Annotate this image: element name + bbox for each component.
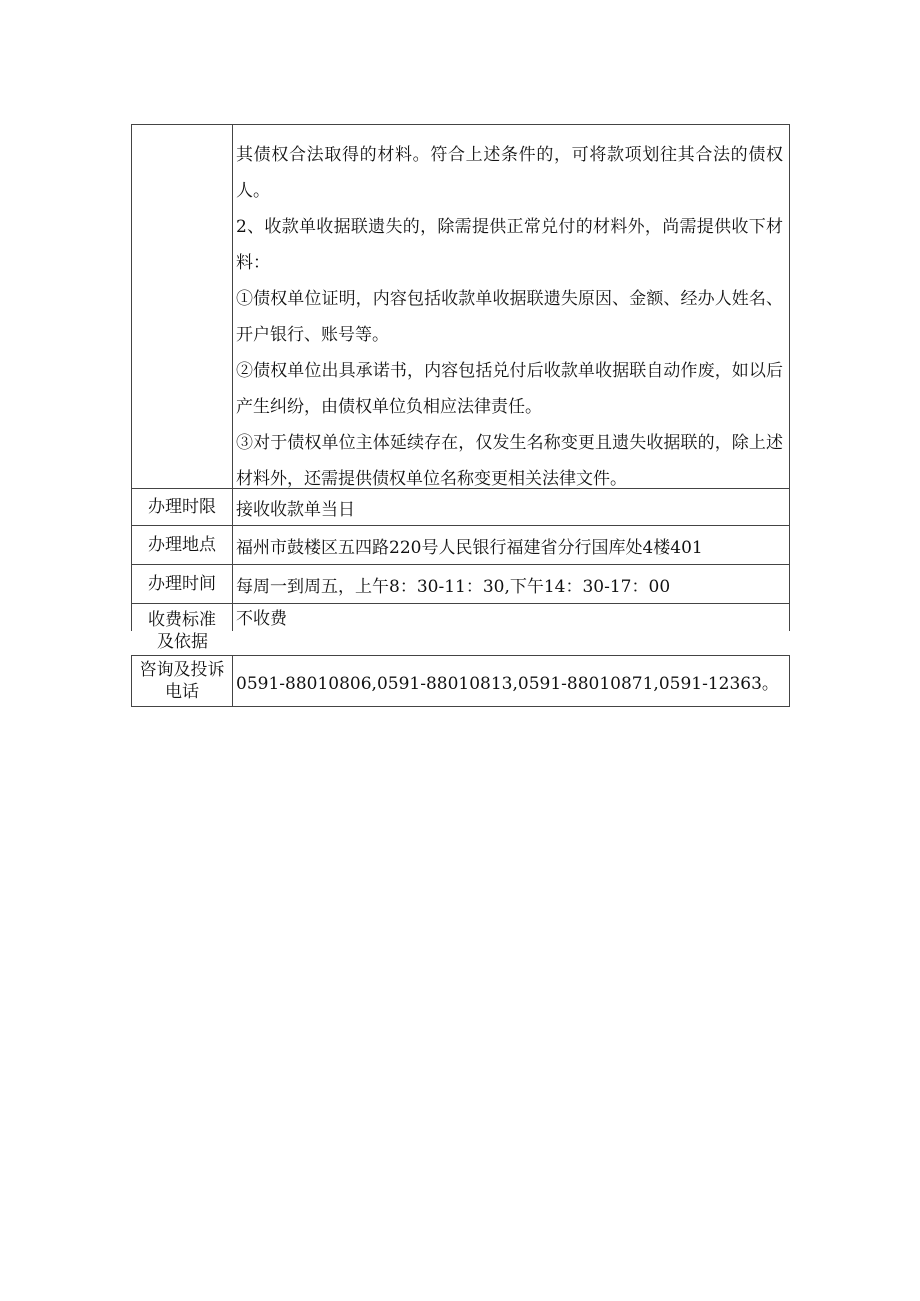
hours-label: 办理时间 <box>132 565 233 603</box>
fee-label-line-1: 收费标准 <box>148 610 216 630</box>
table-row-requirements <box>131 124 790 489</box>
contact-label-cell <box>132 656 233 706</box>
requirements-paragraph-2: 2、收款单收据联遗失的，除需提供正常兑付的材料外，尚需提供收下材料： <box>236 217 783 273</box>
table-row-time-limit <box>131 489 790 526</box>
location-value: 福州市鼓楼区五四路220号人民银行福建省分行国库处4楼401 <box>236 537 703 558</box>
time-limit-label: 办理时限 <box>132 489 233 525</box>
requirements-paragraph-1: 其债权合法取得的材料。符合上述条件的，可将款项划往其合法的债权人。 <box>236 145 783 201</box>
requirements-paragraph-5: ③对于债权单位主体延续存在，仅发生名称变更且遗失收据联的，除上述材料外，还需提供债权单位名称变更相关法律文件。 <box>236 433 783 489</box>
requirements-paragraph-3: ①债权单位证明，内容包括收款单收据联遗失原因、金额、经办人姓名、开户银行、账号等。 <box>236 289 783 345</box>
table-row-fee <box>131 604 790 652</box>
fee-label-line-2: 及依据 <box>157 632 208 652</box>
table-row-hours <box>131 565 790 604</box>
contact-phone-value: 0591-88010806,0591-88010813,0591-88010871,0591-12363。 <box>236 673 779 694</box>
requirements-label-cell <box>132 125 233 488</box>
service-info-table <box>131 124 790 707</box>
location-label: 办理地点 <box>132 526 233 564</box>
table-row-contact <box>131 655 790 707</box>
contact-label-line-2: 电话 <box>165 682 199 702</box>
requirements-paragraph-4: ②债权单位出具承诺书，内容包括兑付后收款单收据联自动作废，如以后产生纠纷，由债权单位负相应法律责任。 <box>236 361 783 417</box>
table-row-location <box>131 526 790 565</box>
fee-label-cell <box>132 604 233 631</box>
hours-value: 每周一到周五，上午8：30-11：30,下午14：30-17：00 <box>236 576 671 597</box>
contact-label-line-1: 咨询及投诉 <box>139 660 225 680</box>
time-limit-value: 接收收款单当日 <box>236 499 355 520</box>
fee-value: 不收费 <box>236 609 287 629</box>
requirements-value-cell <box>233 125 789 488</box>
